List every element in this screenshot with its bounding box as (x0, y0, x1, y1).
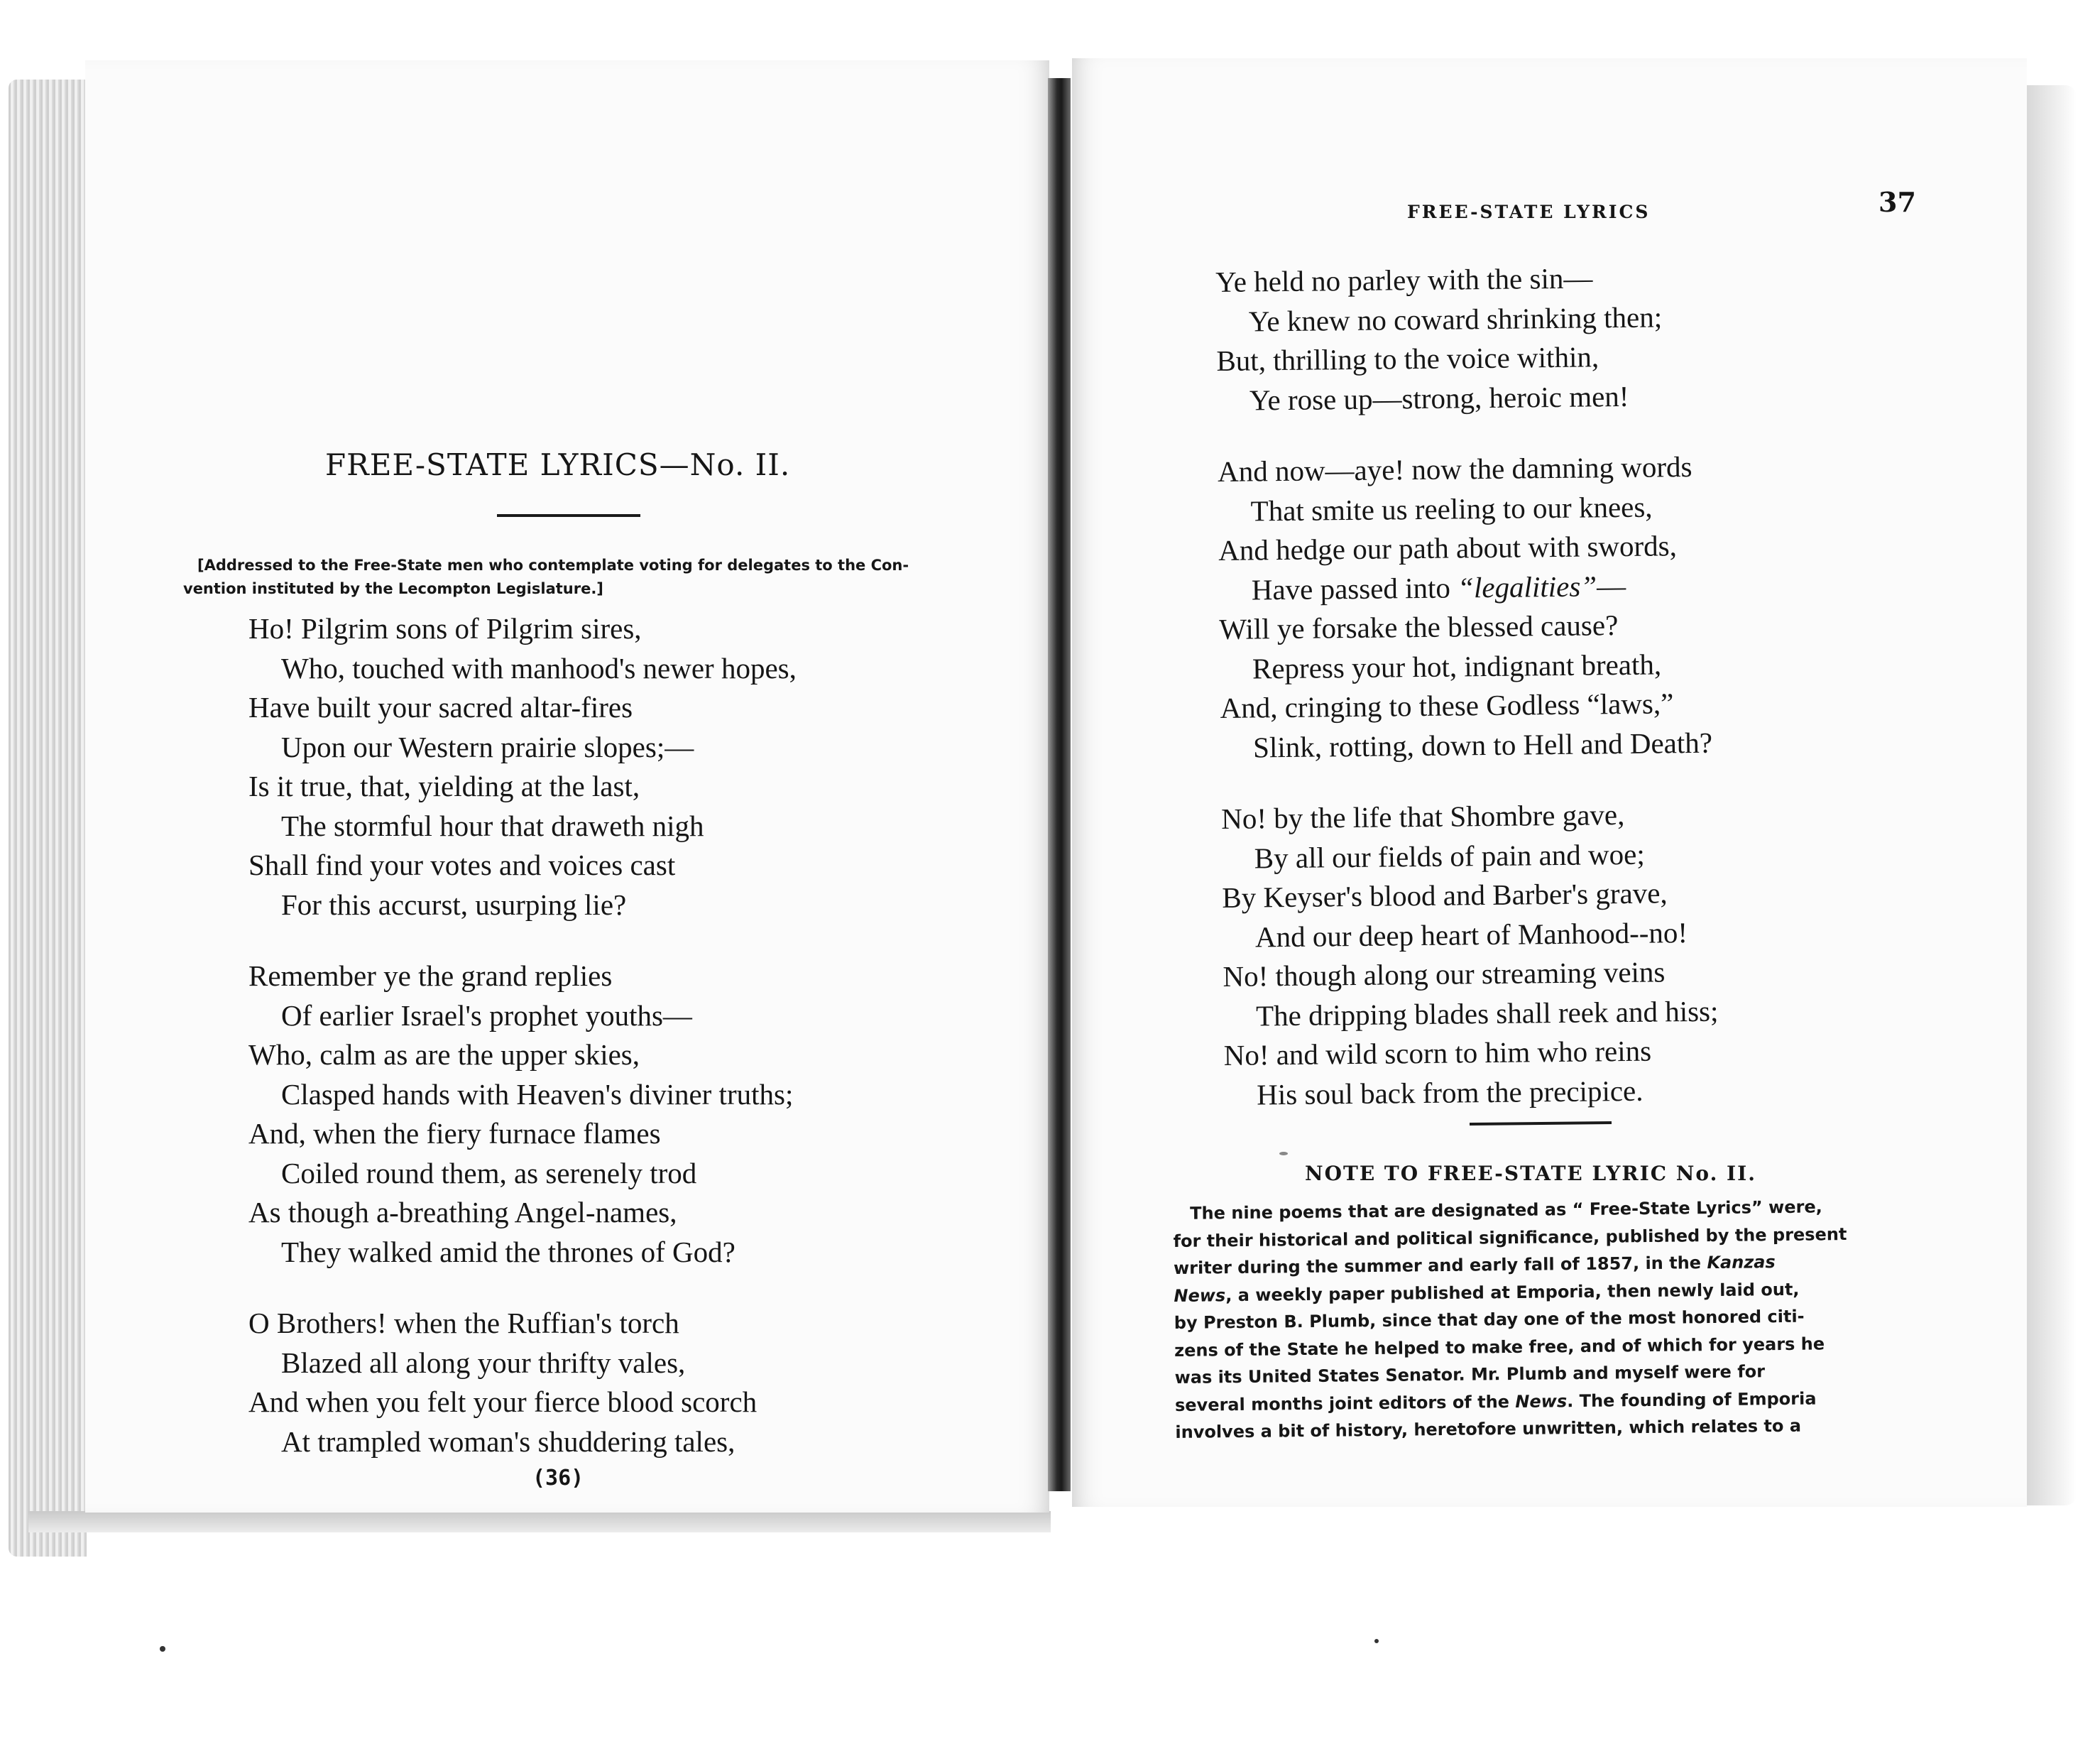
poem-line: Clasped hands with Heaven's diviner truths; (281, 1077, 794, 1111)
poem-line: Blazed all along your thrifty vales, (281, 1346, 686, 1379)
poem-line: As though a-breathing Angel-names, (248, 1196, 677, 1228)
poem-line: Repress your hot, indignant breath, (1252, 647, 1662, 685)
poem-line: His soul back from the precipice. (1257, 1074, 1644, 1111)
poem-line: That smite us reeling to our knees, (1250, 490, 1653, 527)
page-number: 37 (1878, 186, 1916, 218)
poem-line: But, thrilling to the voice within, (1216, 340, 1599, 377)
poem-left (248, 609, 797, 1461)
poem-right (1215, 258, 1719, 1115)
poem-line: Will ye forsake the blessed cause? (1219, 609, 1619, 645)
poem-line: Have built your sacred altar-fires (248, 691, 633, 724)
editorial-note-line: vention instituted by the Lecompton Legislature.] (183, 580, 603, 597)
title-rule (497, 514, 640, 517)
poem-line: Remember ye the grand replies (248, 959, 613, 992)
poem-line: The stormful hour that draweth nigh (281, 809, 704, 842)
poem-line: Ye rose up—strong, heroic men! (1249, 379, 1629, 417)
poem-line: Who, touched with manhood's newer hopes, (281, 651, 797, 685)
note-line: by Preston B. Plumb, since that day one of the most honored citi- (1174, 1306, 1805, 1333)
page-edges-left (9, 80, 87, 1557)
page-edges-right (2027, 85, 2077, 1505)
note-line: involves a bit of history, heretofore unwritten, which relates to a (1175, 1415, 1802, 1442)
page-title: FREE-STATE LYRICS—No. II. (325, 447, 791, 482)
poem-line: Ho! Pilgrim sons of Pilgrim sires, (248, 612, 642, 645)
page-number: (36) (532, 1466, 584, 1491)
poem-line (1219, 565, 1715, 610)
poem-line: No! though along our streaming veins (1223, 955, 1666, 993)
note-italic-text: News (1174, 1285, 1226, 1306)
note-line: was its United States Senator. Mr. Plumb and myself were for (1174, 1361, 1766, 1388)
ink-speck (1279, 1152, 1288, 1155)
note-body (1173, 1192, 1946, 1446)
poem-line: They walked amid the thrones of God? (281, 1235, 735, 1268)
ink-speck (160, 1646, 165, 1652)
editorial-note (183, 554, 964, 601)
poem-text: — (1596, 569, 1626, 602)
poem-line: The dripping blades shall reek and hiss; (1255, 994, 1719, 1032)
poem-line: At trampled woman's shuddering tales, (281, 1424, 735, 1458)
book-gutter (1048, 78, 1071, 1491)
poem-line: Is it true, that, yielding at the last, (248, 770, 640, 802)
note-italic-text: News (1515, 1390, 1568, 1412)
poem-line: Ye held no parley with the sin— (1215, 261, 1593, 298)
poem-line: By all our fields of pain and woe; (1254, 837, 1645, 874)
poem-text: Have passed into (1251, 570, 1458, 606)
note-italic-text: Kanzas (1707, 1252, 1776, 1273)
editorial-note-line: [Addressed to the Free-State men who contemplate voting for delegates to the Con- (197, 557, 909, 574)
poem-line: Of earlier Israel's prophet youths— (281, 998, 692, 1032)
poem-line: And our deep heart of Manhood--no! (1254, 915, 1688, 953)
ink-speck (1374, 1639, 1379, 1643)
poem-line: And, when the fiery furnace flames (248, 1117, 661, 1150)
poem-line: Slink, rotting, down to Hell and Death? (1252, 726, 1713, 763)
note-line: zens of the State he helped to make free, and of which for years he (1174, 1333, 1825, 1361)
poem-line: Shall find your votes and voices cast (248, 849, 676, 881)
poem-line: Coiled round them, as serenely trod (281, 1156, 697, 1189)
note-title: NOTE TO FREE-STATE LYRIC No. II. (1305, 1162, 1757, 1185)
poem-line: By Keyser's blood and Barber's grave, (1222, 876, 1668, 914)
page-edges-bottom (28, 1511, 1051, 1532)
poem-line: And hedge our path about with swords, (1218, 529, 1678, 567)
note-line: The nine poems that are designated as “ Free-State Lyrics” were, (1190, 1197, 1822, 1224)
poem-line: For this accurst, usurping lie? (281, 888, 627, 921)
note-text: writer during the summer and early fall of 1857, in the (1173, 1253, 1702, 1278)
poem-line: Upon our Western prairie slopes;— (281, 730, 694, 763)
running-head: FREE-STATE LYRICS (1407, 202, 1651, 222)
note-text: , a weekly paper published at Emporia, then newly laid out, (1225, 1279, 1800, 1305)
poem-line: Ye knew no coward shrinking then; (1248, 300, 1663, 338)
note-text: several months joint editors of the (1174, 1391, 1510, 1415)
poem-italic-text: “legalities” (1457, 569, 1597, 604)
poem-line: No! by the life that Shombre gave, (1220, 798, 1625, 835)
poem-line: And now—aye! now the damning words (1217, 449, 1692, 488)
poem-line: No! and wild scorn to him who reins (1223, 1034, 1652, 1072)
note-line: for their historical and political significance, published by the present (1173, 1224, 1847, 1251)
poem-line: And, cringing to these Godless “laws,” (1220, 687, 1674, 724)
note-text: . The founding of Emporia (1567, 1388, 1817, 1411)
poem-line: And when you felt your fierce blood scorch (248, 1385, 758, 1418)
poem-line: Who, calm as are the upper skies, (248, 1038, 640, 1071)
poem-line: O Brothers! when the Ruffian's torch (248, 1307, 679, 1339)
